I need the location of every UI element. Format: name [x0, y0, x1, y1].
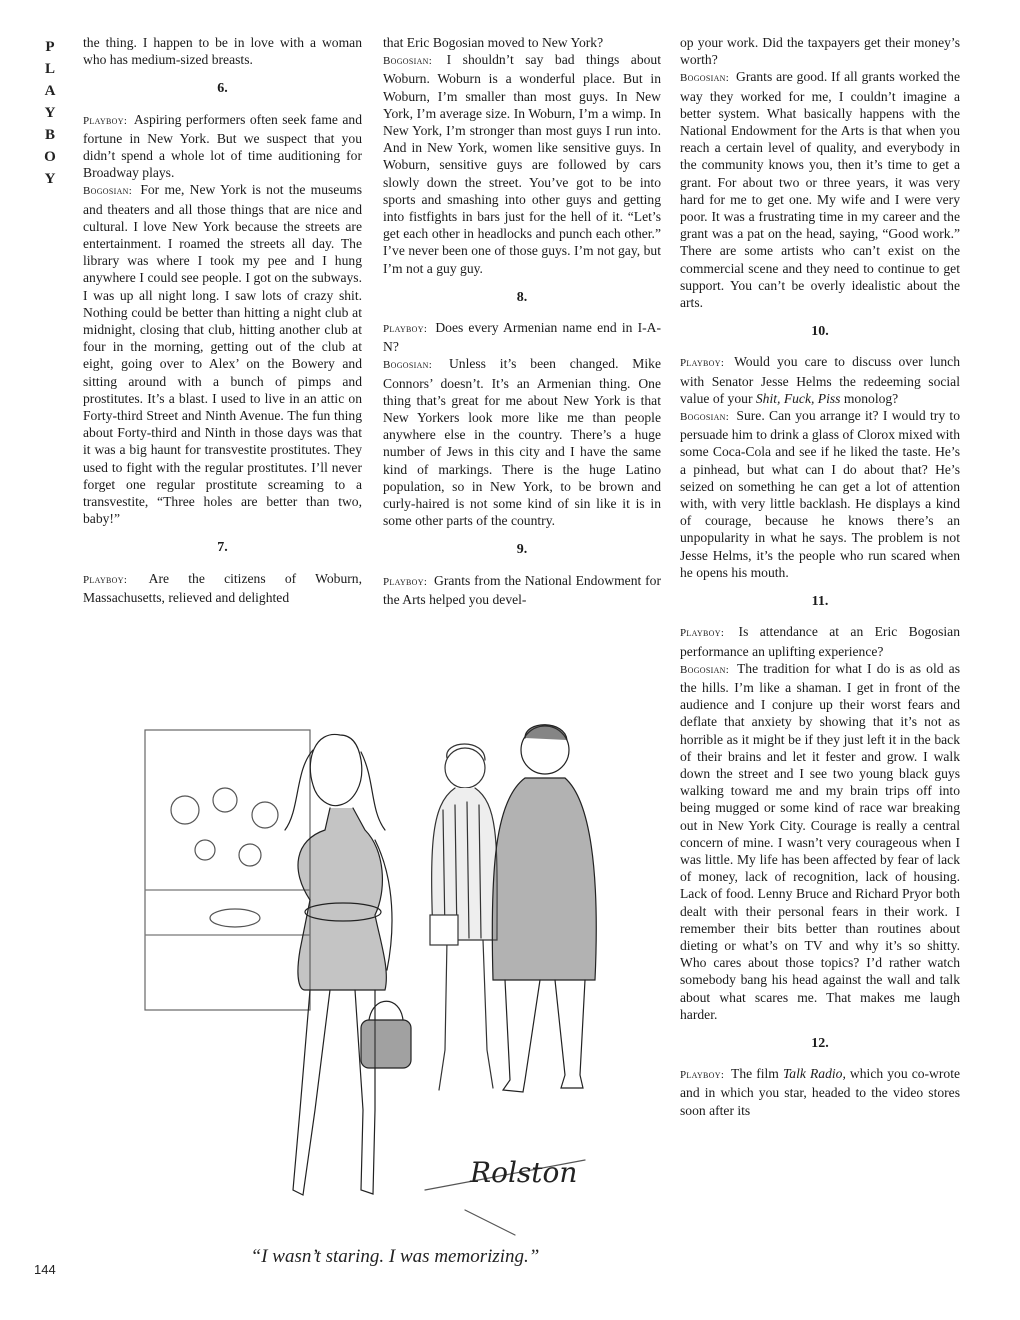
- answer-text: For me, New York is not the museums and theaters and all those things that are nice and cultural. I love New York because the streets are entertainment. I roamed the streets all day. The library was where I took my pee and I hung anywhere I could see people. I got on the subways. I was up all night long. I saw lots of crazy shit. Nothing could be better than hitting a night club at midnight, closing that club, hitting another club at four in the morning, getting out of the club at eight, going over to Alex’ on the Bowery and sitting around with a bunch of pimps and prostitutes. It’s a blast. I used to live in an attic on Forty-third Street and Ninth Avenue. The fun thing about Forty-third and Ninth in those days was that it was a big haunt for transvestite prostitutes. They used to fight with the regular prostitutes. I’ll never forget one regular prostitute screaming to a transvestite, “Three holes are better than two, baby!”: [83, 182, 362, 527]
- running-head-letter: P: [45, 39, 55, 55]
- answer-text: I shouldn’t say bad things about Woburn. Woburn is a wonderful place. But in Woburn, I’m smaller than most guys. In New York, I’m average size. In Woburn, I’m a wimp. In New York, I’m stronger than most guys I run into. And in New York, women like sensitive guys. In Woburn, sensitive guys are followed by cars slowly down the street. You’ve got to be into sports and smashing into other guys and getting into fistfights in bars just for the hell of it. “Let’s get each other in headlocks and punch each other.” I’ve never been one of those guys. I’m not gay, but I’m not a guy guy.: [383, 52, 661, 276]
- speaker-label: Playboy:: [83, 573, 128, 586]
- question-number: 9.: [516, 542, 528, 558]
- question: [83, 111, 362, 182]
- speaker-label: Playboy:: [680, 357, 725, 370]
- page-number: 144: [34, 1262, 56, 1277]
- running-head-letter: Y: [44, 171, 56, 187]
- answer-text: Sure. Can you arrange it? I would try to persuade him to drink a glass of Clorox mixed with some Coca-Cola and see if he liked the taste. He’s a pinhead, but what can I do about that? He’s seized on something he can get a lot of attention with, with very little backlash. He displays a kind of courage, because he knows there’s an unpopularity in what he says. The problem is not Jesse Helms, it’s the people who run scared when he opens his mouth.: [680, 408, 960, 580]
- question-number: 6.: [217, 81, 228, 97]
- running-head-letter: B: [44, 127, 55, 143]
- answer-text: Unless it’s been changed. Mike Connors’ doesn’t. It’s an Armenian thing. One thing that’s great for me about New York is that New Yorkers look more like me than people anywhere else in the country. There’s a huge number of Jews in this city and I have the same kind of markings. There is the huge Latino population, so in New York, to be brown and curly-haired is not some kind of sin like it is in some other parts of the country.: [383, 356, 662, 529]
- jewelry-display: [171, 788, 278, 927]
- answer: [383, 355, 661, 529]
- answer: [680, 407, 960, 581]
- speaker-label: Bogosian:: [680, 411, 730, 424]
- speaker-label: Bogosian:: [383, 359, 433, 372]
- woman-figure: [430, 744, 497, 1090]
- cartoon-illustration: [125, 690, 645, 1240]
- question: [383, 572, 661, 608]
- question-text: Does every Armenian name end in I-A-N?: [383, 320, 661, 355]
- answer: [680, 660, 960, 1023]
- cartoon-caption: “I wasn’t staring. I was memorizing.”: [250, 1246, 540, 1267]
- speaker-label: Playboy:: [83, 114, 128, 127]
- question: [680, 1065, 960, 1119]
- work-title: Shit, Fuck, Piss: [755, 390, 841, 406]
- man-figure: [492, 725, 596, 1092]
- paragraph: op your work. Did the taxpayers get their money’s worth?: [680, 35, 960, 68]
- speaker-label: Bogosian:: [680, 72, 730, 85]
- column-3: [680, 34, 960, 1119]
- question-text: Aspiring performers often seek fame and fortune in New York. But we suspect that you didn’t spend a whole lot of time auditioning for Broadway plays.: [83, 111, 362, 181]
- speaker-label: Bogosian:: [383, 55, 433, 68]
- answer: [680, 68, 960, 311]
- answer: [83, 181, 362, 527]
- column-1: [83, 34, 362, 606]
- answer-text: The tradition for what I do is as old as the hills. I’m like a shaman. I get in front of the audience and I conjure up their worst fears and deflate that anxiety by showing that it’s not as horrible as it might be if they just left it in the back of their brains and let it fester and grow. I walk down the street and I see two young black guys walking toward me and my brain trips off into being mugged or some kind of race war breaking out in New York City. Courage is really a central concern of mine. I wasn’t very courageous when I was little. My life has been affected by fear of lack of money, lack of recognition, lack of housing. Lack of food. Lenny Bruce and Richard Pryor both dealt with their personal fears in their work. I remember their bits better than routines about dieting or what’s on TV and why it’s so shitty. Who cares about those topics? I’d rather watch somebody bang his head against the wall and talk about what scares me. That makes me laugh harder.: [680, 660, 960, 1022]
- question-number: 8.: [516, 289, 528, 305]
- speaker-label: Bogosian:: [680, 663, 730, 676]
- ground-line: [465, 1210, 515, 1235]
- running-head-letter: O: [44, 149, 56, 165]
- woman-figure: [285, 734, 411, 1195]
- question-text: Are the citizens of Woburn, Massachusetts, relieved and delighted: [83, 570, 362, 605]
- question-number: 11.: [811, 594, 829, 610]
- running-head-letter: Y: [44, 105, 56, 121]
- speaker-label: Bogosian:: [83, 185, 133, 198]
- speaker-label: Playboy:: [383, 323, 428, 336]
- running-head-letter: A: [44, 83, 56, 99]
- question-text: Would you care to discuss over lunch with Senator Jesse Helms the redeeming social value of your: [680, 354, 960, 406]
- work-title: Talk Radio,: [782, 1066, 846, 1082]
- question-number: 12.: [811, 1035, 829, 1051]
- question-text: The film: [731, 1066, 783, 1082]
- shop-window: [145, 730, 310, 1010]
- handbag: [361, 1020, 411, 1068]
- question-text: monolog?: [840, 390, 899, 406]
- speaker-label: Playboy:: [680, 1069, 725, 1082]
- answer: [383, 51, 661, 277]
- artist-signature: Rolston: [470, 1156, 578, 1189]
- question-text: Is attendance at an Eric Bogosian performance an uplifting experience?: [680, 624, 960, 659]
- question: [680, 623, 960, 659]
- column-2: [383, 34, 661, 608]
- question: [383, 319, 661, 355]
- running-head: [30, 36, 70, 190]
- question: [680, 353, 960, 407]
- running-head-letter: L: [44, 61, 55, 77]
- shopping-bag: [430, 915, 458, 945]
- question-text: which you co-wrote and in which you star, headed to the video stores soon after its: [680, 1066, 961, 1118]
- paragraph: the thing. I happen to be in love with a woman who has medium-sized breasts.: [83, 35, 362, 68]
- answer-text: Grants are good. If all grants worked the way they worked for me, I couldn’t imagine a better system. What basically happens with the National Endowment for the Arts is that when you reach a certain level of quality, and everybody in the community knows you, then it’s time to get a grant. For about two or three years, it was very hard for me to get one. My wife and I were very poor. It was a frustrating time in my career and the grant was a pat on the head, saying, “Good work.” There are some artists who can’t exist on the commercial scene and they need to continue to get support. You can’t be overly idealistic about the arts.: [680, 69, 960, 311]
- question-number: 7.: [217, 540, 228, 556]
- speaker-label: Playboy:: [383, 575, 428, 588]
- question-text: Grants from the National Endowment for the Arts helped you devel-: [383, 572, 661, 607]
- question: [83, 570, 362, 606]
- question-number: 10.: [811, 324, 829, 340]
- speaker-label: Playboy:: [680, 627, 725, 640]
- paragraph: that Eric Bogosian moved to New York?: [383, 35, 604, 50]
